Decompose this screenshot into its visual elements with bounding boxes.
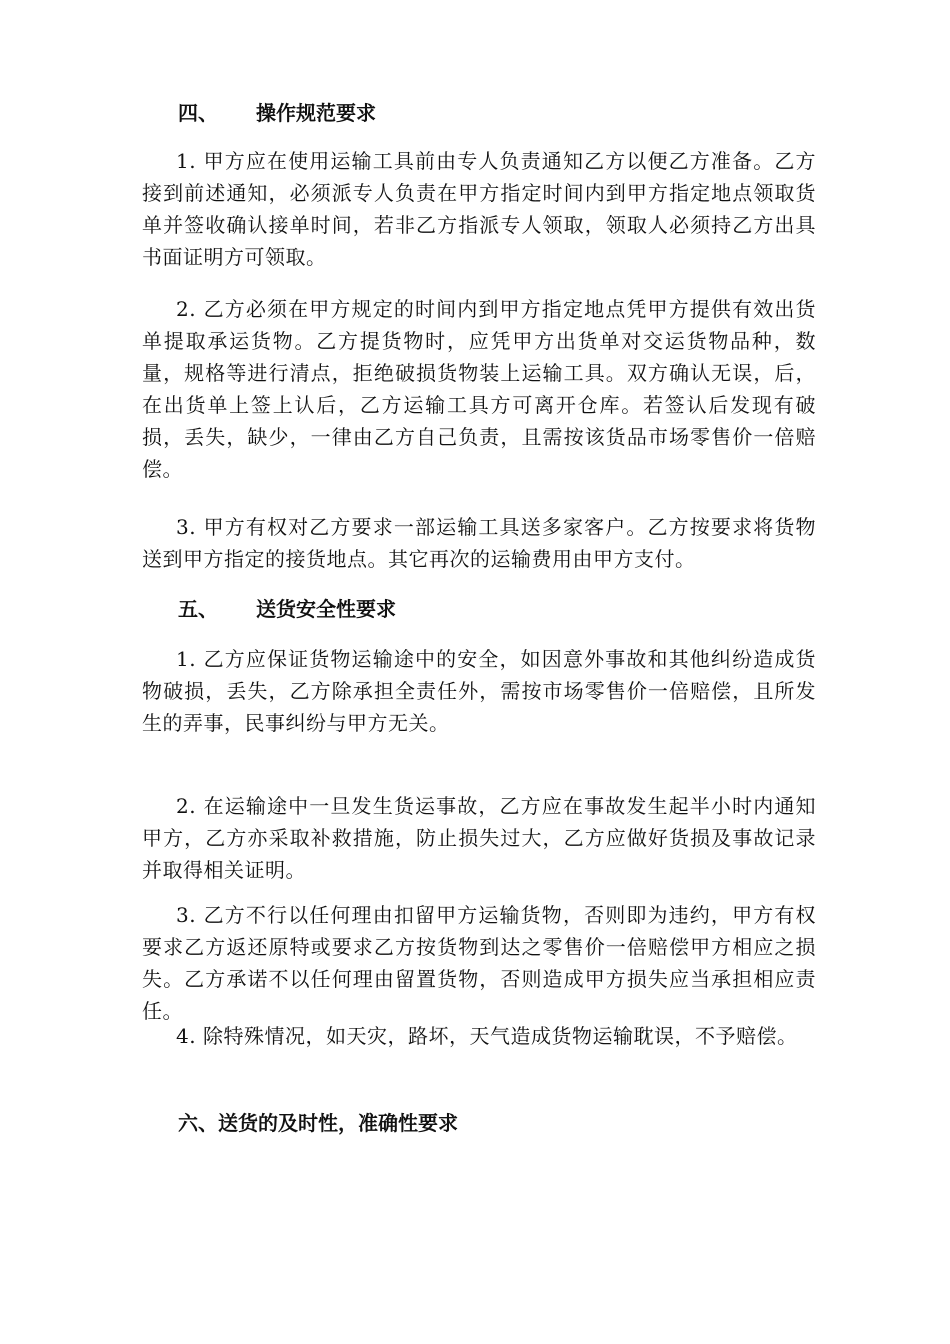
section-title: 送货安全性要求	[256, 597, 396, 621]
paragraph-5-3: 3. 乙方不行以任何理由扣留甲方运输货物，否则即为违约，甲方有权要求乙方返还原特或要求乙方按货物到达之零售价一倍赔偿甲方相应之损失。乙方承诺不以任何理由留置货物，否则造成甲方损失应当承担相应责任。	[142, 903, 816, 1023]
section-heading-5	[178, 594, 396, 624]
section-number: 四、	[178, 101, 218, 125]
paragraph-5-4: 4. 除特殊情况，如天灾，路坏，天气造成货物运输耽误，不予赔偿。	[176, 1024, 798, 1048]
section-number: 五、	[178, 597, 218, 621]
section-heading-6	[178, 1108, 458, 1138]
section-number: 六、	[178, 1111, 218, 1135]
paragraph-4-2: 2. 乙方必须在甲方规定的时间内到甲方指定地点凭甲方提供有效出货单提取承运货物。乙方提货物时，应凭甲方出货单对交运货物品种，数量，规格等进行清点，拒绝破损货物装上运输工具。双方确认无误，后，在出货单上签上认后，乙方运输工具方可离开仓库。若签认后发现有破损，丢失，缺少，一律由乙方自己负责，且需按该货品市场零售价一倍赔偿。	[142, 297, 816, 481]
section-title: 送货的及时性，准确性要求	[218, 1111, 458, 1135]
paragraph-5-2: 2. 在运输途中一旦发生货运事故，乙方应在事故发生起半小时内通知甲方，乙方亦采取补救措施，防止损失过大，乙方应做好货损及事故记录并取得相关证明。	[142, 794, 816, 882]
paragraph-4-3: 3. 甲方有权对乙方要求一部运输工具送多家客户。乙方按要求将货物送到甲方指定的接货地点。其它再次的运输费用由甲方支付。	[142, 515, 816, 571]
paragraph-5-1: 1. 乙方应保证货物运输途中的安全，如因意外事故和其他纠纷造成货物破损，丢失，乙方除承担全责任外，需按市场零售价一倍赔偿，且所发生的弄事，民事纠纷与甲方无关。	[142, 647, 816, 735]
section-heading-4	[178, 98, 376, 128]
paragraph-4-1: 1. 甲方应在使用运输工具前由专人负责通知乙方以便乙方准备。乙方接到前述通知，必须派专人负责在甲方指定时间内到甲方指定地点领取货单并签收确认接单时间，若非乙方指派专人领取，领取人必须持乙方出具书面证明方可领取。	[142, 149, 816, 269]
section-title: 操作规范要求	[256, 101, 376, 125]
